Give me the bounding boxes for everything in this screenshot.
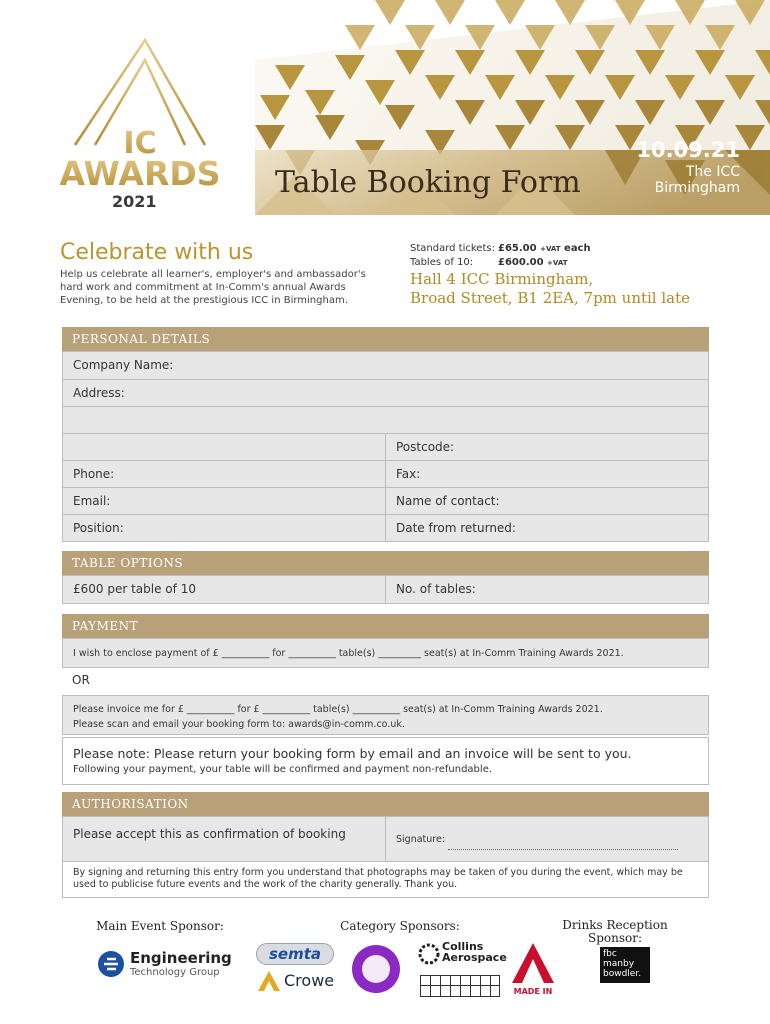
intro-text: Help us celebrate all learner's, employer's and ambassador's hard work and commitment at In-Comm's annual Awards Evening, to be held at the prestigious ICC in Birmingham. xyxy=(60,269,366,306)
contact-name-field[interactable]: Name of contact: xyxy=(385,488,708,514)
collins-text: Collins Aerospace xyxy=(442,940,507,964)
logo-awards-text: AWARDS xyxy=(59,154,221,193)
category-sponsors-label: Category Sponsors: xyxy=(340,919,460,933)
etg-icon xyxy=(96,949,126,979)
etg-sub: Technology Group xyxy=(130,967,220,978)
table-price: £600.00 +VAT xyxy=(498,257,568,268)
signature-field[interactable] xyxy=(385,817,708,861)
crowe-text: Crowe xyxy=(284,971,335,990)
table-price-option: £600 per table of 10 xyxy=(73,582,196,596)
payment-heading: PAYMENT xyxy=(62,614,709,638)
intro-title: Celebrate with us xyxy=(60,240,254,265)
event-date: 10.09.21 xyxy=(636,138,740,162)
event-venue-short: The ICC Birmingham xyxy=(654,164,740,196)
purple-circle-sponsor-logo xyxy=(350,943,402,995)
made-in-icon xyxy=(512,943,554,983)
payment-email-line: Please scan and email your booking form to: awards@in-comm.co.uk. xyxy=(73,719,405,730)
header xyxy=(0,0,770,225)
fbc-manby-bowdler-logo xyxy=(600,947,650,983)
logo-ic-text: IC xyxy=(123,126,157,161)
tables-count-field[interactable]: No. of tables: xyxy=(385,576,708,603)
authorisation-grid xyxy=(62,816,709,862)
made-in-text: MADE IN xyxy=(513,987,553,996)
date-returned-field[interactable]: Date from returned: xyxy=(385,515,708,541)
sponsors xyxy=(0,915,770,1015)
fax-field[interactable]: Fax: xyxy=(385,461,708,487)
etg-name: Engineering xyxy=(130,949,232,967)
table-label: Tables of 10: xyxy=(410,257,474,268)
phone-field[interactable]: Phone: xyxy=(73,467,115,481)
logo-year: 2021 xyxy=(112,192,157,211)
email-field[interactable]: Email: xyxy=(73,494,111,508)
standard-tickets-label: Standard tickets: xyxy=(410,243,495,254)
payment-invoice-line: Please invoice me for £ __________ for £ __________ table(s) __________ seat(s) at In-Comm Training Awards 2021. xyxy=(73,704,603,715)
fbc-text-3: bowdler. xyxy=(603,969,642,979)
personal-details-grid xyxy=(62,351,709,542)
note-sub: Following your payment, your table will be confirmed and payment non-refundable. xyxy=(73,764,493,775)
grid-sponsor-logo xyxy=(420,975,500,997)
ic-awards-logo xyxy=(50,35,230,215)
collins-aerospace-logo xyxy=(418,940,507,969)
fbc-text-1: fbc xyxy=(603,949,617,959)
disclaimer: By signing and returning this entry form you understand that photographs may be taken of you during the event, which may be used to publicise future events and the work of the charity generally. Thank you. xyxy=(62,862,709,898)
made-in-logo xyxy=(512,943,554,997)
address-line-3-field[interactable] xyxy=(63,434,385,460)
page-title: Table Booking Form xyxy=(275,165,581,200)
position-field[interactable]: Position: xyxy=(73,521,124,535)
standard-tickets-price: £65.00 +VAT each xyxy=(498,243,591,254)
signature-line xyxy=(448,849,678,850)
semta-text: semta xyxy=(268,945,322,963)
table-options-heading: TABLE OPTIONS xyxy=(62,551,709,575)
ticket-prices xyxy=(410,242,591,270)
table-options-grid xyxy=(62,575,709,604)
main-sponsor-label: Main Event Sponsor: xyxy=(96,919,224,933)
drinks-sponsor-label: Drinks Reception Sponsor: xyxy=(562,918,668,945)
payment-or: OR xyxy=(72,673,90,687)
authorisation-heading: AUTHORISATION xyxy=(62,792,709,816)
crowe-logo xyxy=(258,971,338,993)
semta-logo xyxy=(256,943,334,965)
venue-address: Hall 4 ICC Birmingham, Broad Street, B1 2EA, 7pm until late xyxy=(410,270,691,307)
payment-enclose-line: I wish to enclose payment of £ __________ for __________ table(s) _________ seat(s) at In-Comm Training Awards 2021. xyxy=(73,648,624,659)
engineering-technology-group-logo xyxy=(96,949,232,981)
collins-icon xyxy=(418,943,440,965)
company-name-field[interactable]: Company Name: xyxy=(73,358,174,372)
address-line-2-field[interactable] xyxy=(63,407,708,433)
address-field[interactable]: Address: xyxy=(73,386,125,400)
payment-enclose-box[interactable] xyxy=(62,638,709,668)
personal-details-heading: PERSONAL DETAILS xyxy=(62,327,709,351)
note-main: Please note: Please return your booking form by email and an invoice will be sent to you. xyxy=(73,746,632,761)
postcode-field[interactable]: Postcode: xyxy=(385,434,708,460)
accept-confirmation: Please accept this as confirmation of booking xyxy=(73,827,346,841)
payment-invoice-box[interactable] xyxy=(62,695,709,735)
signature-label: Signature: xyxy=(396,834,446,845)
fbc-text-2: manby xyxy=(603,959,635,969)
note-box xyxy=(62,737,709,785)
crowe-icon xyxy=(258,971,280,991)
